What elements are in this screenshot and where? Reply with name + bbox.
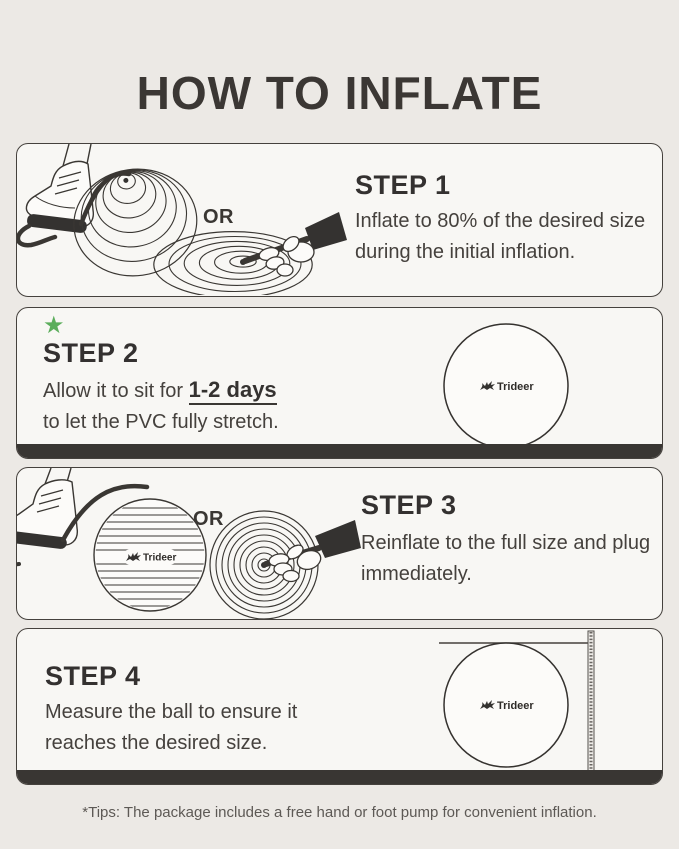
brand-name: Trideer xyxy=(497,700,534,712)
brand-name: Trideer xyxy=(497,381,534,393)
ground-bar xyxy=(16,770,663,785)
step-3-card xyxy=(16,467,663,620)
resting-ball-illustration xyxy=(17,308,663,457)
step-2-text-highlight: 1-2 days xyxy=(189,377,277,405)
measuring-tape-icon xyxy=(588,631,594,771)
page-title: HOW TO INFLATE xyxy=(136,67,543,119)
step-2-text-suffix: to let the PVC fully stretch. xyxy=(43,411,279,433)
step-1-label: STEP 1 xyxy=(355,170,451,200)
step-1-description: Inflate to 80% of the desired size during the initial inflation. xyxy=(355,210,646,263)
step-4-description: Measure the ball to ensure it reaches the desired size. xyxy=(45,701,298,754)
or-label: OR xyxy=(203,206,234,228)
measure-ball-illustration xyxy=(17,629,663,783)
foot-pump-and-hand-pump-illustration xyxy=(17,144,352,295)
step-1-card xyxy=(16,143,663,297)
footer-tip: *Tips: The package includes a free hand or foot pump for convenient inflation. xyxy=(82,804,597,821)
step-3-description: Reinflate to the full size and plug immediately. xyxy=(361,532,651,585)
ground-bar xyxy=(16,444,663,459)
foot-pump-and-hand-pump-full-ball-illustration xyxy=(17,468,361,619)
step-2-card xyxy=(16,307,663,459)
or-label: OR xyxy=(193,508,224,530)
brand-name: Trideer xyxy=(143,552,177,564)
step-2-text-prefix: Allow it to sit for xyxy=(43,380,189,402)
star-icon: ★ xyxy=(43,312,65,339)
step-2-label: STEP 2 xyxy=(43,338,139,368)
step-4-label: STEP 4 xyxy=(45,661,141,691)
step-4-card xyxy=(16,628,663,785)
step-3-label: STEP 3 xyxy=(361,490,457,520)
